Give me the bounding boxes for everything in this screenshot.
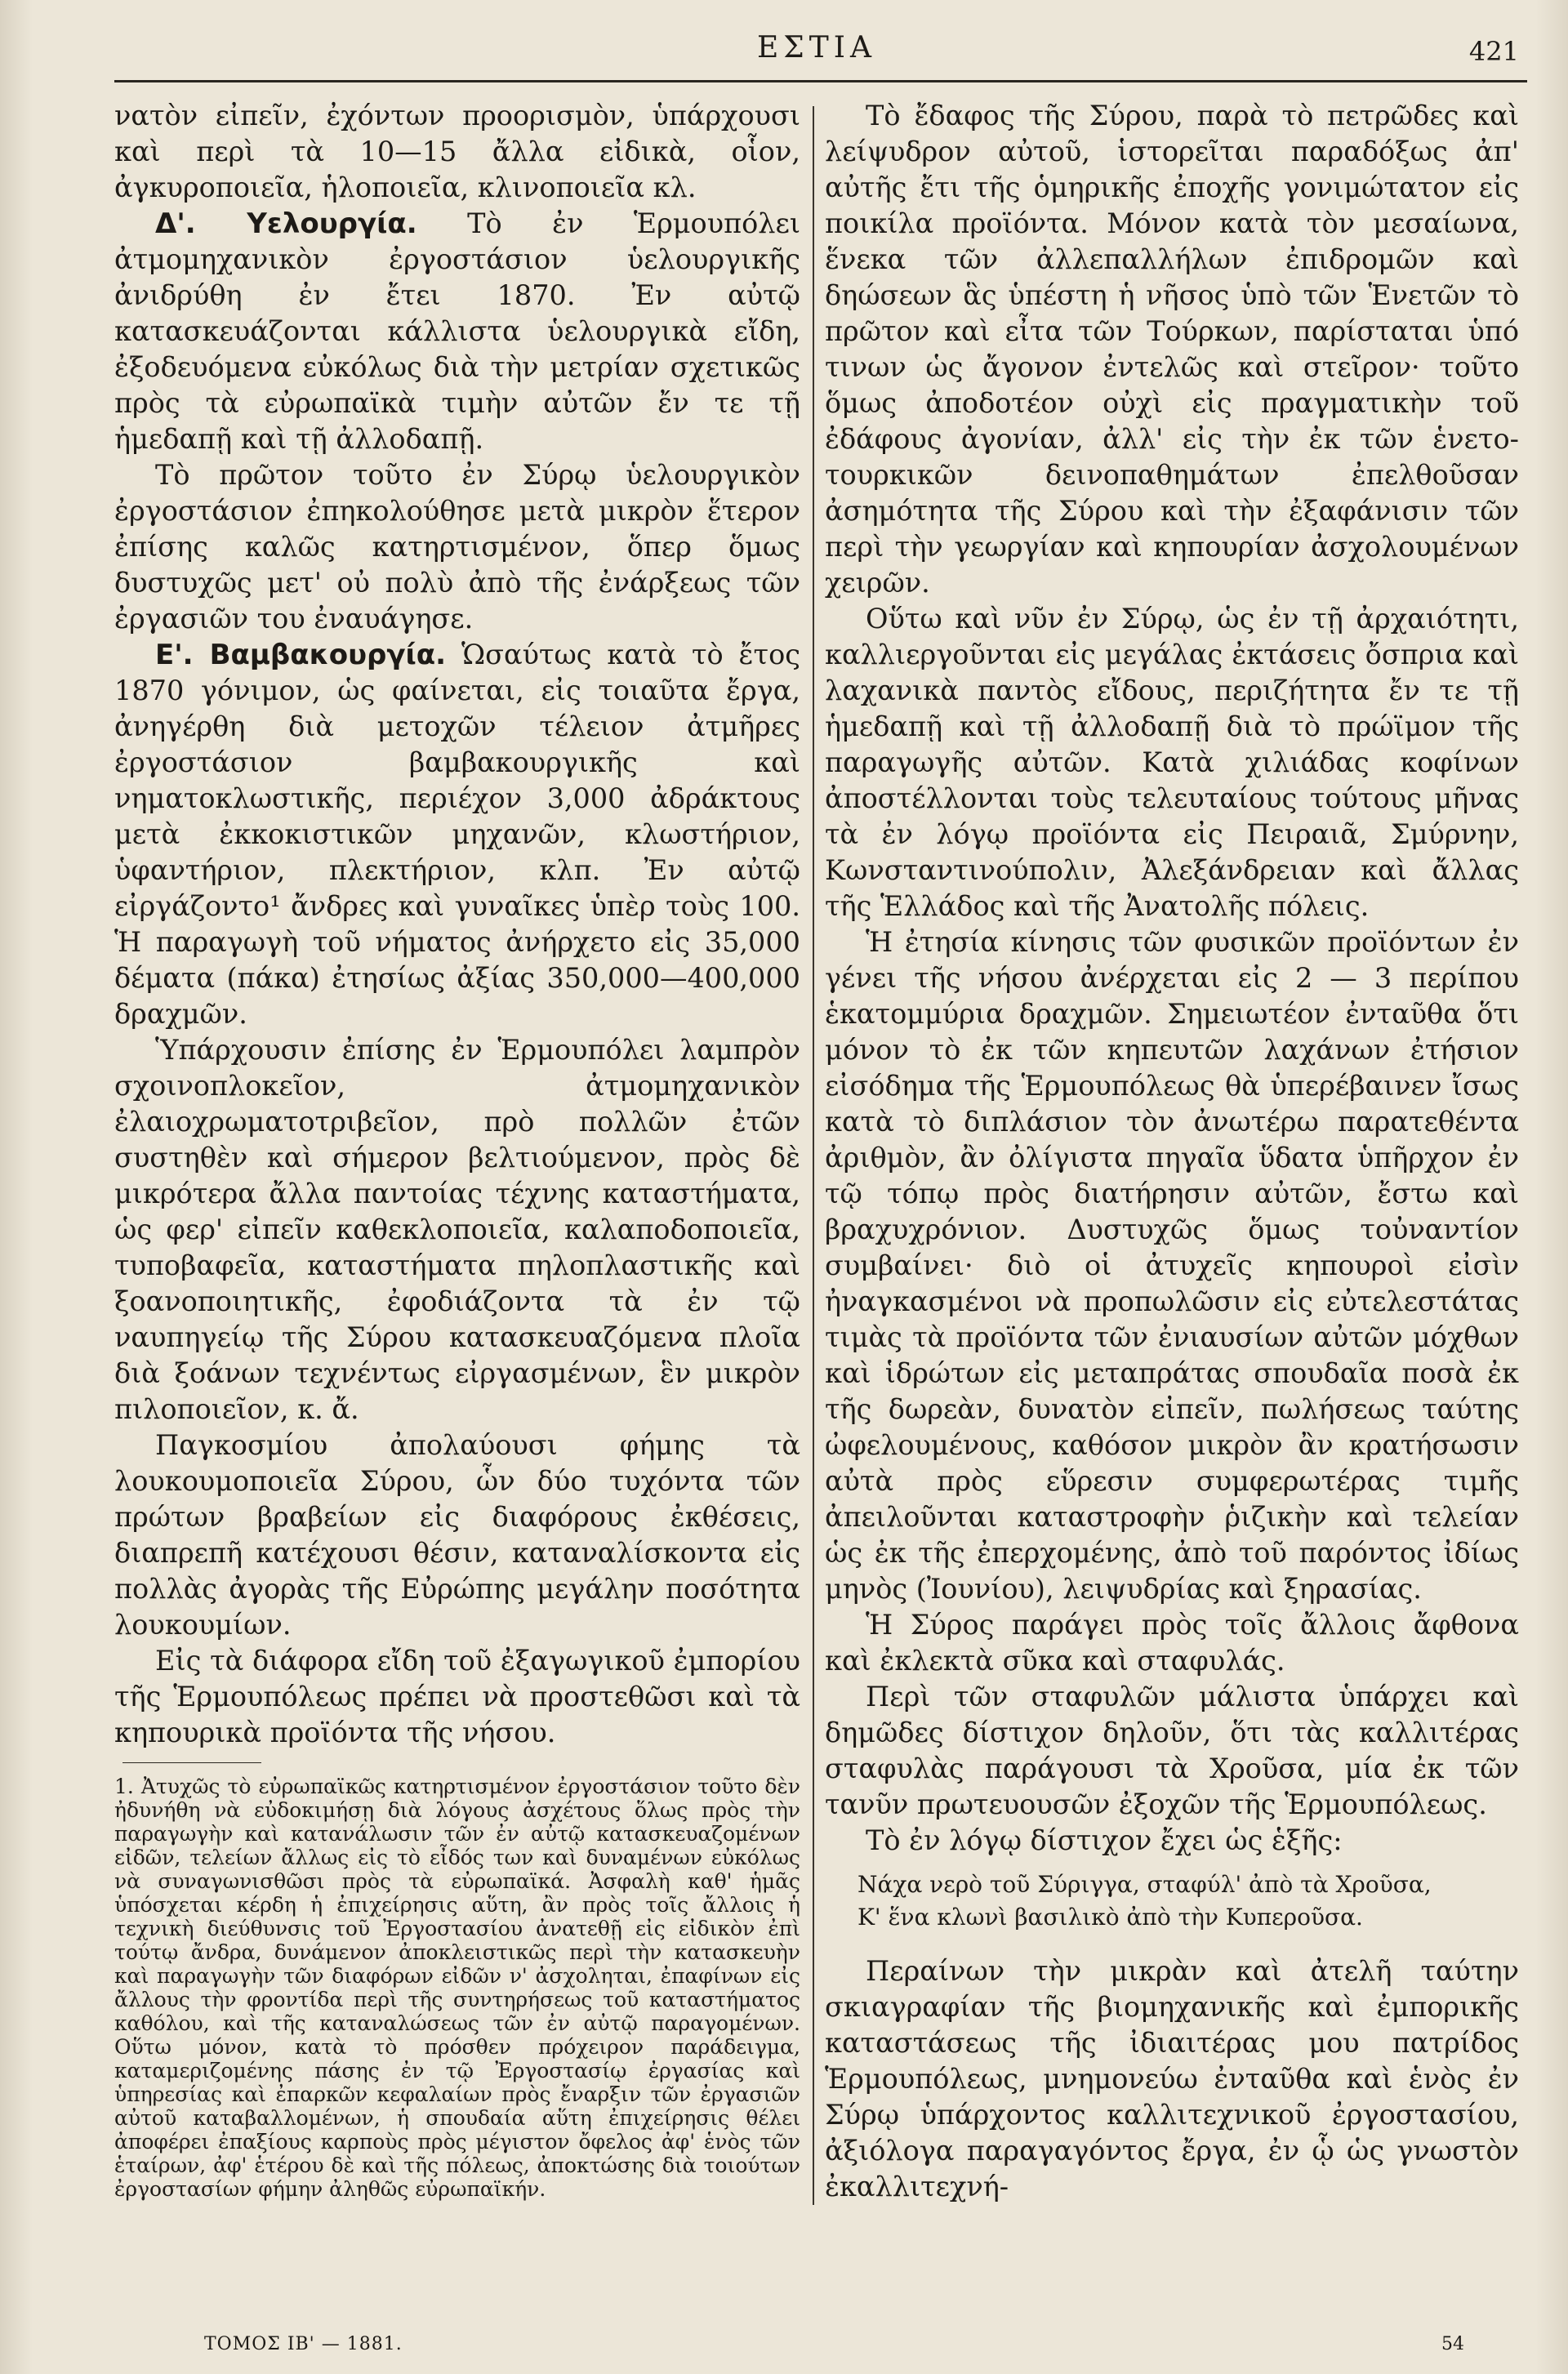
footnote-rule: [122, 1762, 261, 1763]
running-title: ΕΣΤΙΑ: [757, 31, 876, 65]
section-e-text: Ὡσαύτως κατὰ τὸ ἔτος 1870 γόνιμον, ὡς φαίνεται, εἰς τοιαῦτα ἔργα, ἀνηγέρθη διὰ μετοχῶν τέλειον ἀτμῆρες ἐργοστάσιον βαμβακουργικῆς καὶ νηματοκλωστικῆς, περιέχον 3,000 ἀδράκτους μετὰ ἐκκοκιστικῶν μηχανῶν, κλωστήριον, ὑφαντήριον, πλεκτήριον, κλπ. Ἐν αὐτῷ εἰργάζοντο¹ ἄνδρες καὶ γυναῖκες ὑπὲρ τοὺς 100. Ἡ παραγωγὴ τοῦ νήματος ἀνήρχετο εἰς 35,000 δέματα (πάκα) ἐτησίως ἀξίας 350,000—400,000 δραχμῶν.: [114, 639, 800, 1030]
section-d-text: Τὸ ἐν Ἑρμουπόλει ἀτμομηχανικὸν ἐργοστάσιον ὑελουργικῆς ἀνιδρύθη ἐν ἔτει 1870. Ἐν αὐτῷ κατασκευάζονται κάλλιστα ὑελουργικὰ εἴδη, ἐξοδευόμενα εὐκόλως διὰ τὴν μετρίαν σχετικῶς πρὸς τὰ εὐρωπαϊκὰ τιμὴν αὐτῶν ἔν τε τῇ ἡμεδαπῇ καὶ τῇ ἀλλοδαπῇ.: [114, 207, 800, 455]
paragraph: Οὕτω καὶ νῦν ἐν Σύρῳ, ὡς ἐν τῇ ἀρχαιότητι, καλλιεργοῦνται εἰς μεγάλας ἐκτάσεις ὄσπρια καὶ λαχανικὰ παντὸς εἴδους, περιζήτητα ἔν τε τῇ ἡμεδαπῇ καὶ τῇ ἀλλοδαπῇ διὰ τὸ πρώϊμον τῆς παραγωγῆς αὐτῶν. Κατὰ χιλιάδας κοφίνων ἀποστέλλονται τοὺς τελευταίους τούτους μῆνας τὰ ἐν λόγῳ προϊόντα εἰς Πειραιᾶ, Σμύρνην, Κωνσταντινούπολιν, Ἀλεξάνδρειαν καὶ ἄλλας τῆς Ἑλλάδος καὶ τῆς Ἀνατολῆς πόλεις.: [825, 603, 1519, 922]
paragraph: Περαίνων τὴν μικρὰν καὶ ἀτελῆ ταύτην σκιαγραφίαν τῆς βιομηχανικῆς καὶ ἐμπορικῆς καταστάσεως τῆς ἰδιαιτέρας μου πατρίδος Ἑρμουπόλεως, μνημονεύω ἐνταῦθα καὶ ἑνὸς ἐν Σύρῳ ὑπάρχοντος καλλιτεχνικοῦ ἐργοστασίου, ἀξιόλογα παραγαγόντος ἔργα, ἐν ᾧ ὡς γνωστὸν ἐκαλλιτεχνή-: [825, 1955, 1519, 2203]
section-e-paragraph: [114, 637, 800, 1032]
header-rule: [114, 80, 1527, 82]
couplet-line: Κ' ἕνα κλωνὶ βασιλικὸ ἀπὸ τὴν Κυπεροῦσα.: [858, 1904, 1363, 1931]
page-number: 421: [1468, 36, 1519, 67]
left-column: [114, 98, 800, 2201]
section-d-paragraph: [114, 206, 800, 457]
paragraph: Ἡ ἐτησία κίνησις τῶν φυσικῶν προϊόντων ἐν γένει τῆς νήσου ἀνέρχεται εἰς 2 — 3 περίπου ἑκατομμύρια δραχμῶν. Σημειωτέον ἐνταῦθα ὅτι μόνον τὸ ἐκ τῶν κηπευτῶν λαχάνων ἐτήσιον εἰσόδημα τῆς Ἑρμουπόλεως θὰ ὑπερέβαινεν ἴσως κατὰ τὸ διπλάσιον τὸν ἀνωτέρω παρατεθέντα ἀριθμὸν, ἂν ὀλίγιστα πηγαῖα ὕδατα ὑπῆρχον ἐν τῷ τόπῳ πρὸς διατήρησιν αὐτῶν, ἔστω καὶ βραχυχρόνιον. Δυστυχῶς ὅμως τοὐναντίον συμβαίνει· διὸ οἱ ἀτυχεῖς κηπουροὶ εἰσὶν ἠναγκασμένοι νὰ προπωλῶσιν εἰς εὐτελεστάτας τιμὰς τὰ προϊόντα τῶν ἐνιαυσίων αὐτῶν μόχθων καὶ ἱδρώτων εἰς μεταπράτας σπουδαῖα ποσὰ ἐκ τῆς δωρεὰν, δυνατὸν εἰπεῖν, πωλήσεως ταύτης ὠφελουμένους, καθόσον μικρὸν ἂν κρατήσωσιν αὐτὰ πρὸς εὕρεσιν συμφερωτέρας τιμῆς ἀπειλοῦνται καταστροφὴν ῥιζικὴν καὶ τελείαν ὡς ἐκ τῆς ἐπερχομένης, ἀπὸ τοῦ παρόντος ἰδίως μηνὸς (Ἰουνίου), λειψυδρίας καὶ ξηρασίας.: [825, 926, 1519, 1605]
paragraph: Εἰς τὰ διάφορα εἴδη τοῦ ἐξαγωγικοῦ ἐμπορίου τῆς Ἑρμουπόλεως πρέπει νὰ προστεθῶσι καὶ τὰ κηπουρικὰ προϊόντα τῆς νήσου.: [114, 1645, 800, 1748]
paragraph: Ὑπάρχουσιν ἐπίσης ἐν Ἑρμουπόλει λαμπρὸν σχοινοπλοκεῖον, ἀτμομηχανικὸν ἐλαιοχρωματοτριβεῖον, πρὸ πολλῶν ἐτῶν συστηθὲν καὶ σήμερον βελτιούμενον, πρὸς δὲ μικρότερα ἄλλα παντοίας τέχνης καταστήματα, ὡς φερ' εἰπεῖν καθεκλοποιεῖα, καλαποδοποιεῖα, τυποβαφεῖα, καταστήματα πηλοπλαστικῆς καὶ ξοανοποιητικῆς, ἐφοδιάζοντα τὰ ἐν τῷ ναυπηγείῳ τῆς Σύρου κατασκευαζόμενα πλοῖα διὰ ξοάνων τεχνέντως εἰργασμένων, ἓν μικρὸν πιλοποιεῖον, κ. ἄ.: [114, 1034, 800, 1425]
signature-mark: 54: [1441, 2334, 1464, 2354]
paragraph: Περὶ τῶν σταφυλῶν μάλιστα ὑπάρχει καὶ δημῶδες δίστιχον δηλοῦν, ὅτι τὰς καλλιτέρας σταφυλὰς παράγουσι τὰ Χροῦσα, μία ἐκ τῶν τανῦν πρωτευουσῶν ἐξοχῶν τῆς Ἑρμουπόλεως.: [825, 1681, 1519, 1820]
paragraph: νατὸν εἰπεῖν, ἐχόντων προορισμὸν, ὑπάρχουσι καὶ περὶ τὰ 10—15 ἄλλα εἰδικὰ, οἷον, ἀγκυροποιεῖα, ἡλοποιεῖα, κλινοποιεῖα κλ.: [114, 100, 800, 203]
paragraph: Παγκοσμίου ἀπολαύουσι φήμης τὰ λουκουμοποιεῖα Σύρου, ὧν δύο τυχόντα τῶν πρώτων βραβείων εἰς διαφόρους ἐκθέσεις, διαπρεπῆ κατέχουσι θέσιν, καταναλίσκοντα εἰς πολλὰς ἀγορὰς τῆς Εὐρώπης μεγάλην ποσότητα λουκουμίων.: [114, 1429, 800, 1641]
volume-footer: ΤΟΜΟΣ ΙΒ' — 1881.: [204, 2334, 403, 2354]
page-header: [114, 24, 1519, 65]
paragraph: Τὸ πρῶτον τοῦτο ἐν Σύρῳ ὑελουργικὸν ἐργοστάσιον ἐπηκολούθησε μετὰ μικρὸν ἕτερον ἐπίσης καλῶς κατηρτισμένον, ὅπερ ὅμως δυστυχῶς μετ' οὐ πολὺ ἀπὸ τῆς ἐνάρξεως τῶν ἐργασιῶν του ἐναυάγησε.: [114, 459, 800, 635]
couplet-line: Νάχα νερὸ τοῦ Σύριγγα, σταφύλ' ἀπὸ τὰ Χροῦσα,: [858, 1871, 1432, 1898]
folk-couplet: [858, 1868, 1519, 1934]
paragraph: Τὸ ἐν λόγῳ δίστιχον ἔχει ὡς ἑξῆς:: [866, 1824, 1343, 1856]
column-divider: [813, 106, 814, 2205]
right-column: [825, 98, 1519, 2205]
footnote: 1. Ἀτυχῶς τὸ εὐρωπαϊκῶς κατηρτισμένον ἐργοστάσιον τοῦτο δὲν ἠδυνήθη νὰ εὐδοκιμήσῃ διὰ λόγους ἀσχέτους ὅλως πρὸς τὴν παραγωγὴν καὶ κατανάλωσιν τῶν ἐν αὐτῷ κατασκευαζομένων εἰδῶν, τελείων ἄλλως εἰς τὸ εἶδός των καὶ δυναμένων εὐκόλως νὰ συναγωνισθῶσι πρὸς τὰ εὐρωπαϊκά. Ἀσφαλὴ καθ' ἡμᾶς ὑπόσχεται κέρδη ἡ ἐπιχείρησις αὕτη, ἂν πρὸς τοῖς ἄλλοις ἡ τεχνικὴ διεύθυνσις τοῦ Ἐργοστασίου ἀνατεθῇ εἰς εἰδικὸν ἐπὶ τούτῳ ἄνδρα, δυνάμενον ἀποκλειστικῶς περὶ τὴν κατασκευὴν καὶ παραγωγὴν τῶν διαφόρων εἰδῶν ν' ἀσχοληται, ἐπαφίνων εἰς ἄλλους τὴν φροντίδα περὶ τῆς συντηρήσεως τοῦ καταστήματος καθόλου, καὶ τῆς καταναλώσεως τῶν ἐν αὐτῷ παραγομένων. Οὕτω μόνον, κατὰ τὸ πρόσθεν πρόχειρον παράδειγμα, καταμεριζομένης πάσης ἐν τῷ Ἐργοστασίῳ ἐργασίας καὶ ὑπηρεσίας καὶ ἐπαρκῶν κεφαλαίων πρὸς ἔναρξιν τῶν ἐργασιῶν αὐτοῦ καταβαλλομένων, ἡ σπουδαία αὕτη ἐπιχείρησις θέλει ἀποφέρει ἐπαξίους καρποὺς πρὸς μέγιστον ὄφελος ἀφ' ἑνὸς τῶν ἑταίρων, ἀφ' ἑτέρου δὲ καὶ τῆς πόλεως, ἀποκτώσης διὰ τοιούτων ἐργοστασίων φήμην ἀληθῶς εὐρωπαϊκήν.: [114, 1775, 800, 2201]
section-heading-glassmaking: Δ'. Υελουργία.: [155, 207, 417, 240]
paragraph: Ἡ Σύρος παράγει πρὸς τοῖς ἄλλοις ἄφθονα καὶ ἐκλεκτὰ σῦκα καὶ σταφυλάς.: [825, 1609, 1519, 1677]
section-heading-cotton: Ε'. Βαμβακουργία.: [155, 639, 447, 671]
paragraph: Τὸ ἔδαφος τῆς Σύρου, παρὰ τὸ πετρῶδες καὶ λείψυδρον αὐτοῦ, ἱστορεῖται παραδόξως ἀπ' αὐτῆς ἔτι τῆς ὁμηρικῆς ἐποχῆς γονιμώτατον εἰς ποικίλα προϊόντα. Μόνον κατὰ τὸν μεσαίωνα, ἕνεκα τῶν ἀλλεπαλλήλων ἐπιδρομῶν καὶ δηώσεων ἃς ὑπέστη ἡ νῆσος ὑπὸ τῶν Ἑνετῶν τὸ πρῶτον καὶ εἶτα τῶν Τούρκων, παρίσταται ὑπό τινων ὡς ἄγονον ἐντελῶς καὶ στεῖρον· τοῦτο ὅμως ἀποδοτέον οὐχὶ εἰς πραγματικὴν τοῦ ἐδάφους ἀγονίαν, ἀλλ' εἰς τὴν ἐκ τῶν ἑνετο-τουρκικῶν δεινοπαθημάτων ἐπελθοῦσαν ἀσημότητα τῆς Σύρου καὶ τὴν ἐξαφάνισιν τῶν περὶ τὴν γεωργίαν καὶ κηπουρίαν ἀσχολουμένων χειρῶν.: [825, 100, 1519, 599]
